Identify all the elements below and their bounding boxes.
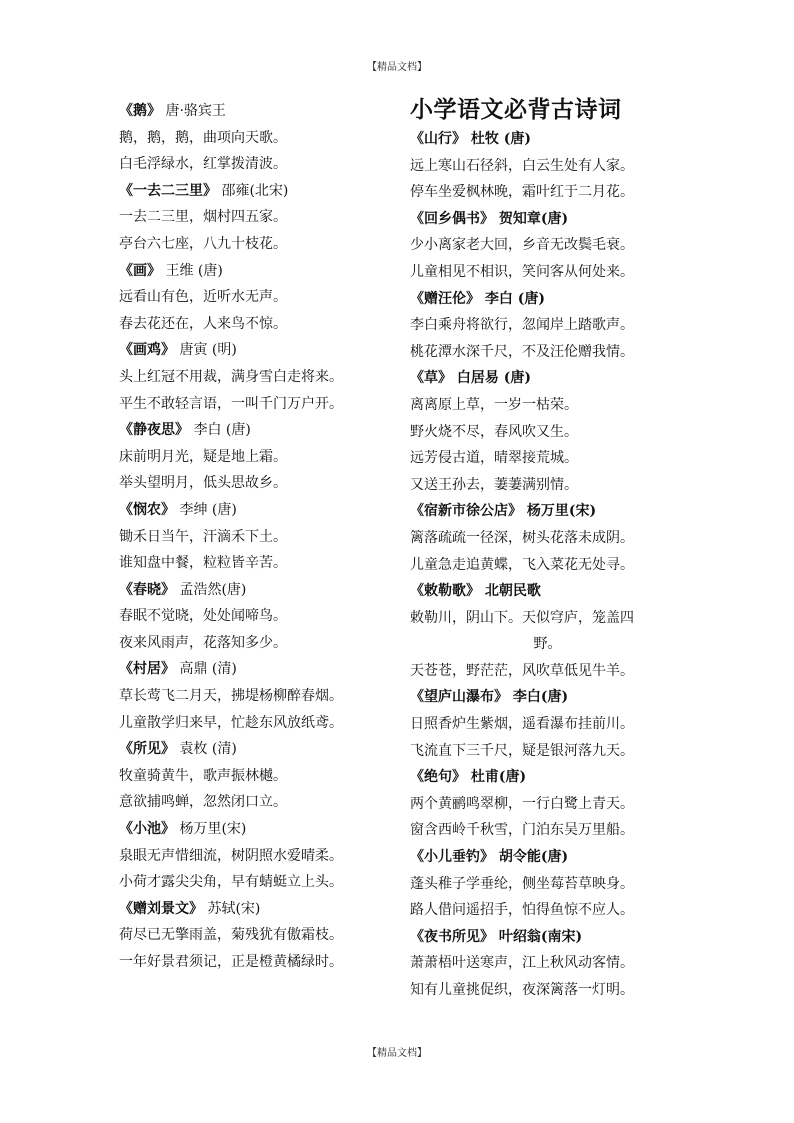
poem-author: 苏轼(宋) — [207, 900, 261, 917]
poem-author: 北朝民歌 — [484, 583, 541, 600]
poem-line: 儿童急走追黄蝶，飞入菜花无处寻。 — [410, 556, 634, 573]
poem-line: 草长莺飞二月天，拂堤杨柳醉春烟。 — [119, 688, 343, 705]
poem-title: 《画》 — [119, 262, 161, 279]
poem-author: 叶绍翁(南宋) — [498, 928, 583, 945]
poem-line: 窗含西岭千秋雪，门泊东吴万里船。 — [410, 822, 634, 839]
poem-line: 春眠不觉晓，处处闻啼鸟。 — [119, 608, 287, 625]
poem-author: 李白 (唐) — [484, 290, 545, 307]
poem-line: 荷尽已无擎雨盖，菊残犹有傲霜枝。 — [119, 927, 343, 944]
poem-line: 篱落疏疏一径深，树头花落未成阴。 — [410, 529, 634, 546]
poem-title: 《夜书所见》 — [410, 928, 494, 945]
poem-title: 《所见》 — [119, 741, 175, 758]
poem-heading — [119, 337, 389, 364]
poem-heading — [410, 286, 685, 313]
poem-line: 一年好景君须记，正是橙黄橘绿时。 — [119, 954, 343, 970]
poem-heading — [119, 736, 389, 763]
poem-line: 路人借问遥招手，怕得鱼惊不应人。 — [410, 902, 634, 919]
poem-line: 白毛浮绿水，红掌拨清波。 — [119, 156, 287, 173]
poem-heading — [410, 684, 685, 711]
poem-heading — [119, 656, 389, 683]
poem-author: 杜牧 (唐) — [470, 131, 531, 147]
poem-line: 天苍苍，野茫茫，风吹草低见牛羊。 — [410, 662, 634, 679]
poem-author: 袁枚 (清) — [179, 741, 237, 758]
poem-title: 《山行》 — [410, 131, 466, 147]
right-poem-list — [410, 126, 685, 1004]
poem-line: 离离原上草，一岁一枯荣。 — [410, 396, 578, 413]
poem-line: 远芳侵古道，晴翠接荒城。 — [410, 450, 578, 467]
poem-title: 《小儿垂钓》 — [410, 849, 494, 866]
poem-line: 萧萧梧叶送寒声，江上秋风动客情。 — [410, 955, 634, 972]
poem-title: 《草》 — [410, 370, 452, 387]
poem-line: 床前明月光，疑是地上霜。 — [119, 448, 287, 465]
poem-heading — [119, 497, 389, 524]
poem-line: 牧童骑黄牛，歌声振林樾。 — [119, 767, 287, 784]
poem-line: 小荷才露尖尖角，早有蜻蜓立上头。 — [119, 874, 343, 891]
poem-title: 《一去二三里》 — [119, 182, 217, 199]
poem-heading — [410, 498, 685, 525]
poem-author: 孟浩然(唐) — [179, 581, 247, 598]
poem-line: 平生不敢轻言语，一叫千门万户开。 — [119, 395, 343, 412]
poem-title: 《静夜思》 — [119, 422, 189, 439]
poem-heading — [410, 206, 685, 233]
poem-line: 野火烧不尽，春风吹又生。 — [410, 423, 578, 440]
poem-heading — [119, 98, 389, 125]
poem-line: 少小离家老大回，乡音无改鬓毛衰。 — [410, 237, 634, 254]
poem-line: 两个黄鹂鸣翠柳，一行白鹭上青天。 — [410, 795, 634, 812]
poem-heading — [119, 417, 389, 444]
poem-title: 《村居》 — [119, 661, 175, 678]
poem-heading — [410, 365, 685, 392]
poem-line: 远上寒山石径斜，白云生处有人家。 — [410, 157, 634, 174]
poem-title: 《宿新市徐公店》 — [410, 503, 522, 520]
right-column — [410, 94, 685, 1004]
poem-line: 举头望明月，低头思故乡。 — [119, 475, 287, 492]
poem-line: 意欲捕鸣蝉，忽然闭口立。 — [119, 794, 287, 811]
poem-author: 高鼎 (清) — [179, 661, 237, 678]
poem-author: 唐·骆宾王 — [165, 103, 226, 119]
poem-author: 王维 (唐) — [165, 262, 223, 279]
poem-title: 《画鸡》 — [119, 342, 175, 359]
poem-line: 夜来风雨声，花落知多少。 — [119, 634, 287, 651]
poem-author: 唐寅 (明) — [179, 342, 237, 359]
poem-line: 停车坐爱枫林晚，霜叶红于二月花。 — [410, 184, 634, 201]
poem-line: 又送王孙去，萋萋满别情。 — [410, 476, 578, 493]
poem-author: 白居易 (唐) — [456, 370, 531, 387]
poem-line: 敕勒川，阴山下。天似穹庐，笼盖四 — [410, 609, 634, 626]
poem-author: 胡令能(唐) — [498, 849, 569, 866]
poem-author: 杜甫(唐) — [470, 769, 527, 786]
poem-heading — [119, 896, 389, 923]
poem-author: 李白 (唐) — [193, 422, 251, 439]
poem-heading — [119, 816, 389, 843]
poem-line: 头上红冠不用裁，满身雪白走将来。 — [119, 368, 343, 385]
poem-line: 亭台六七座，八九十枝花。 — [119, 235, 287, 252]
poem-title: 《春晓》 — [119, 581, 175, 598]
poem-line: 野。 — [533, 636, 562, 653]
poem-title: 《鹅》 — [119, 103, 161, 119]
page-footer: 【精品文档】 — [367, 1048, 427, 1059]
poem-title: 《望庐山瀑布》 — [410, 689, 508, 706]
poem-line: 锄禾日当午，汗滴禾下土。 — [119, 528, 287, 545]
poem-line: 李白乘舟将欲行，忽闻岸上踏歌声。 — [410, 317, 634, 334]
poem-line: 远看山有色，近听水无声。 — [119, 289, 287, 306]
poem-title: 《敕勒歌》 — [410, 583, 480, 600]
left-poem-list — [119, 98, 389, 976]
poem-line: 儿童散学归来早，忙趁东风放纸鸢。 — [119, 714, 343, 731]
poem-line: 知有儿童挑促织，夜深篱落一灯明。 — [410, 982, 634, 998]
poem-line: 泉眼无声惜细流，树阴照水爱晴柔。 — [119, 847, 343, 864]
poem-line: 儿童相见不相识，笑问客从何处来。 — [410, 263, 634, 280]
poem-title: 《小池》 — [119, 821, 175, 838]
poem-heading — [119, 258, 389, 285]
poem-author: 杨万里(宋) — [526, 503, 597, 520]
poem-line: 飞流直下三千尺，疑是银河落九天。 — [410, 742, 634, 759]
poem-heading — [119, 577, 389, 604]
poem-title: 《绝句》 — [410, 769, 466, 786]
left-column — [119, 94, 389, 976]
page-header: 【精品文档】 — [367, 62, 427, 73]
poem-title: 《悯农》 — [119, 501, 175, 518]
page-title: 小学语文必背古诗词 — [410, 96, 622, 123]
poem-title: 《回乡偶书》 — [410, 210, 494, 227]
poem-heading — [410, 126, 685, 153]
poem-line: 鹅，鹅，鹅，曲项向天歌。 — [119, 129, 287, 146]
poem-heading — [410, 844, 685, 871]
poem-author: 邵雍(北宋) — [221, 182, 289, 199]
poem-heading — [119, 178, 389, 205]
poem-title: 《赠汪伦》 — [410, 290, 480, 307]
poem-author: 杨万里(宋) — [179, 821, 247, 838]
poem-line: 桃花潭水深千尺，不及汪伦赠我情。 — [410, 343, 634, 360]
poem-line: 日照香炉生紫烟，遥看瀑布挂前川。 — [410, 716, 634, 733]
poem-title: 《赠刘景文》 — [119, 900, 203, 917]
poem-heading — [410, 764, 685, 791]
poem-line: 一去二三里，烟村四五家。 — [119, 209, 287, 226]
poem-line: 谁知盘中餐，粒粒皆辛苦。 — [119, 555, 287, 572]
poem-line: 蓬头稚子学垂纶，侧坐莓苔草映身。 — [410, 875, 634, 892]
poem-author: 李白(唐) — [512, 689, 569, 706]
poem-heading — [410, 924, 685, 951]
poem-heading — [410, 578, 685, 605]
poem-line: 春去花还在，人来鸟不惊。 — [119, 315, 287, 332]
poem-author: 李绅 (唐) — [179, 501, 237, 518]
poem-author: 贺知章(唐) — [498, 210, 569, 227]
